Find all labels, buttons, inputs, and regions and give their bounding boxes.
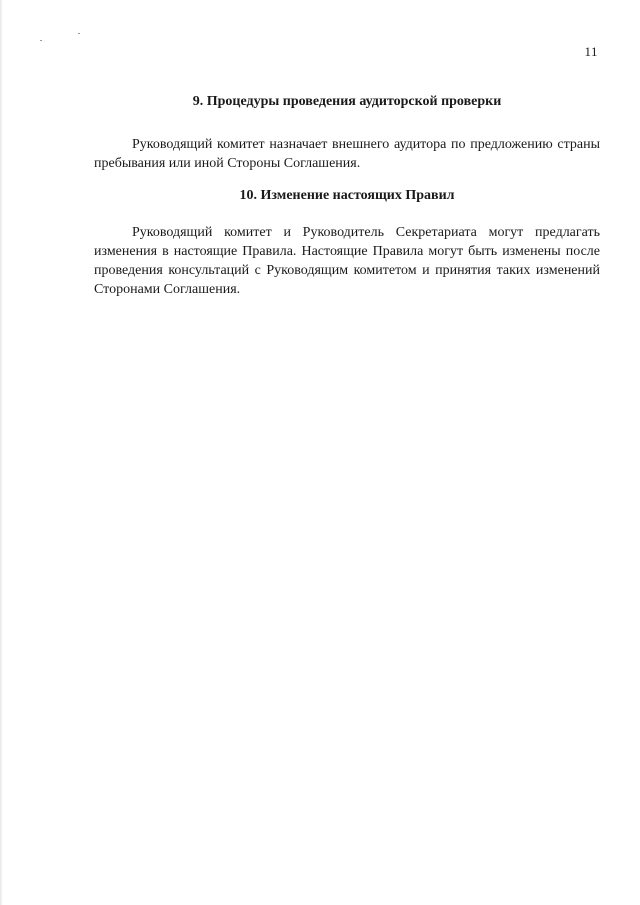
paragraph-line: изменения в настоящие Правила. Настоящие Правила могут быть изменены после [94, 244, 600, 259]
paragraph-line: Руководящий комитет и Руководитель Секретариата могут предлагать [132, 225, 600, 240]
section-10-paragraph [94, 223, 600, 299]
scan-speck [78, 33, 80, 34]
scan-speck [40, 40, 42, 41]
page-number: 11 [584, 44, 598, 59]
section-heading-9: 9. Процедуры проведения аудиторской проверки [192, 94, 502, 109]
section-heading-10: 10. Изменение настоящих Правил [239, 188, 455, 203]
paragraph-line: Руководящий комитет назначает внешнего аудитора по предложению страны [132, 137, 600, 152]
paragraph-line: проведения консультаций с Руководящим комитетом и принятия таких изменений [94, 263, 600, 278]
scan-edge-shadow [0, 0, 3, 905]
paragraph-line: пребывания или иной Стороны Соглашения. [94, 156, 361, 171]
paragraph-line: Сторонами Соглашения. [94, 282, 241, 297]
section-9-paragraph [94, 135, 600, 173]
